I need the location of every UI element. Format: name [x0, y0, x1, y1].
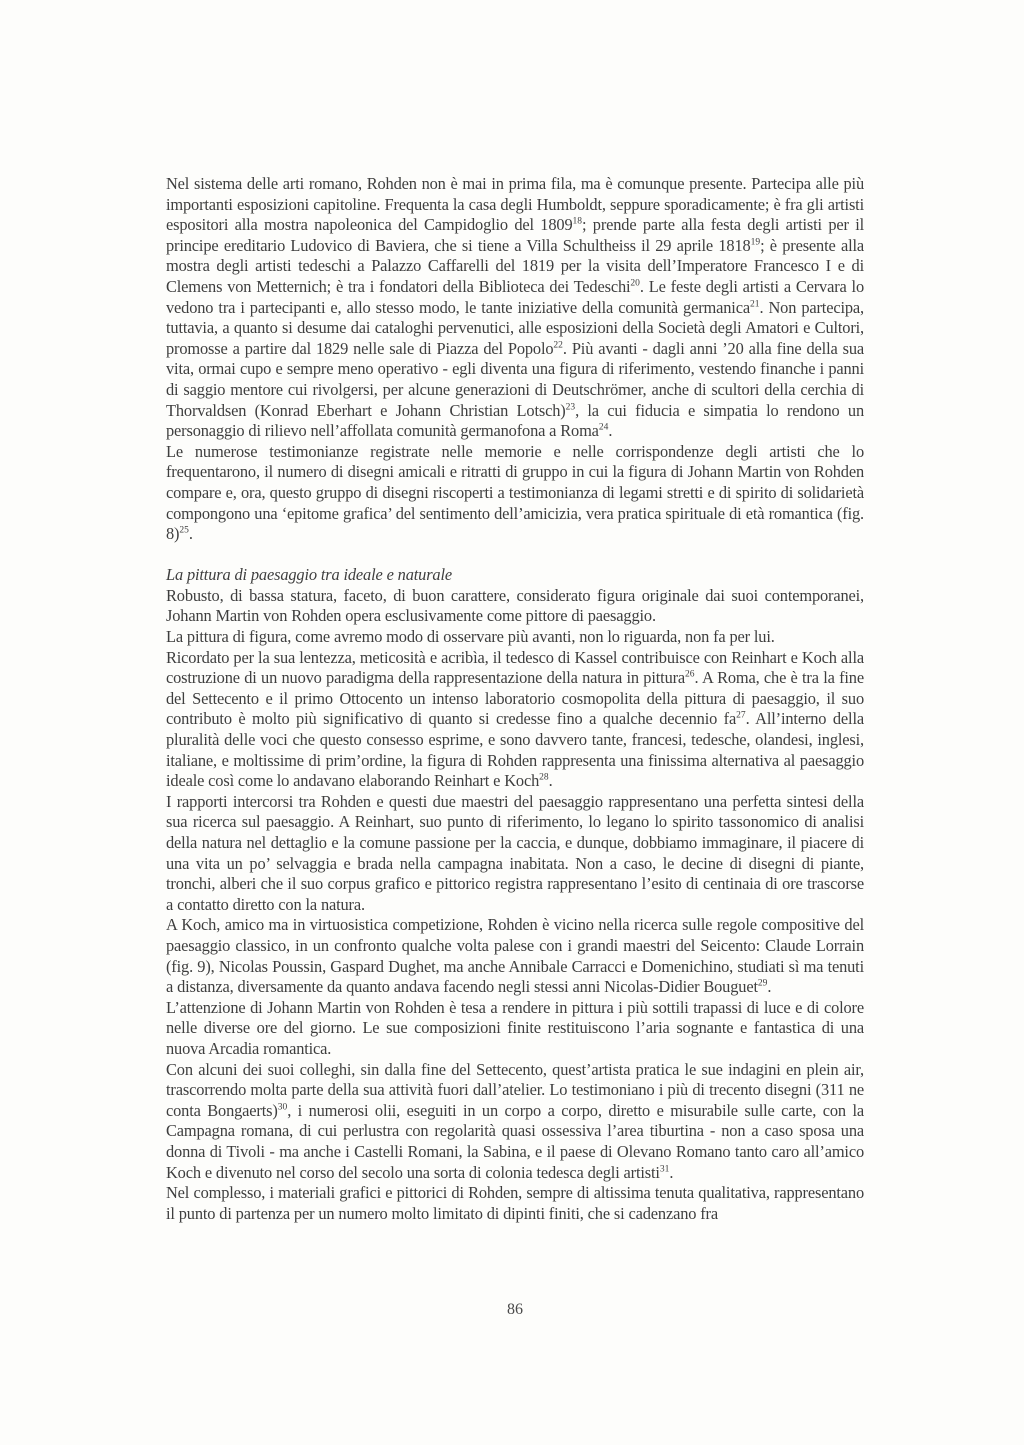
text-run: ; è presente alla mostra degli artisti tedeschi a Palazzo Caffarelli del 1819 per la visita dell’Imperatore Francesco I e di Clemens von Metternich; è tra i fondatori della Biblioteca dei Tedeschi: [166, 235, 865, 296]
text-run: . Più avanti - dagli anni ’20 alla fine della sua vita, ormai cupo e sempre meno operativo - egli diventa una figura di riferimento, vestendo finanche i panni di saggio mentore cui rivolgersi, per alcune generazioni di Deutschrömer, anche di scultori della cerchia di Thorvaldsen (Konrad Eberhart e Johann Christian Lotsch): [166, 338, 864, 420]
paragraph: [166, 627, 864, 648]
footnote-ref: 28: [539, 772, 549, 783]
footnote-ref: 27: [736, 710, 746, 721]
footnote-ref: 21: [749, 299, 760, 310]
footnote-ref: 22: [553, 340, 563, 351]
text-run: . All’interno della pluralità delle voci che questo consesso esprime, e sono davvero tante, francesi, tedesche, olandesi, inglesi, italiane, e moltissime di prim’ordine, la figura di Rohden rappresenta una finissima alternativa al paesaggio ideale così come lo andavano elaborando Reinhart e Koch: [166, 709, 864, 791]
text-run: Le numerose testimonianze registrate nelle memorie e nelle corrispondenze degli artisti che lo frequentarono, il numero di disegni amicali e ritratti di gruppo in cui la figura di Johann Martin von Rohden compare e, ora, questo gruppo di disegni riscoperti a testimonianza di legami stretti e di spirito di solidarietà compongono una ‘epitome grafica’ del sentimento dell’amicizia, vera pratica spirituale di età romantica (fig. 8): [166, 441, 864, 544]
text-run: Ricordato per la sua lentezza, meticosità e acribìa, il tedesco di Kassel contribuisce con Reinhart e Koch alla costruzione di un nuovo paradigma della rappresentazione della natura in pittura: [166, 647, 864, 688]
text-run: .: [767, 977, 772, 997]
paragraph: [166, 648, 864, 792]
footnote-ref: 24: [598, 422, 609, 433]
page-text-block: [166, 174, 864, 1224]
text-run: La pittura di figura, come avremo modo di osservare più avanti, non lo riguarda, non fa per lui.: [166, 627, 775, 647]
text-run: .: [669, 1162, 674, 1182]
paragraph: [166, 586, 864, 627]
footnote-ref: 20: [630, 278, 640, 289]
footnote-ref: 18: [572, 216, 582, 227]
paragraph: [166, 998, 864, 1060]
text-run: Nel complesso, i materiali grafici e pittorici di Rohden, sempre di altissima tenuta qualitativa, rappresentano il punto di partenza per un numero molto limitato di dipinti finiti, che si cadenzano fra: [166, 1183, 864, 1223]
text-run: . Le feste degli artisti a Cervara lo vedono tra i partecipanti e, allo stesso modo, le tante iniziative della comunità germanica: [166, 276, 865, 317]
footnote-ref: 26: [685, 669, 695, 680]
text-run: . A Roma, che è tra la fine del Settecento e il primo Ottocento un intenso laboratorio cosmopolita della pittura di paesaggio, il suo contributo è molto più significativo di quanto si credesse fino a qualche decennio fa: [166, 668, 864, 729]
text-run: ; prende parte alla festa degli artisti per il principe ereditario Ludovico di Baviera, che si tiene a Villa Schultheiss il 29 aprile 1818: [166, 215, 864, 255]
text-run: .: [608, 421, 613, 441]
paragraph: [166, 792, 864, 916]
text-run: Con alcuni dei suoi colleghi, sin dalla fine del Settecento, quest’artista pratica le sue indagini en plein air, trascorrendo molta parte della sua attività fuori dall’atelier. Lo testimoniano i più di trecento disegni (311 ne conta Bongaerts): [166, 1059, 864, 1120]
page-number: 86: [507, 1301, 523, 1318]
section-heading: [166, 565, 864, 586]
footnote-ref: 30: [277, 1102, 288, 1113]
text-run: .: [188, 524, 193, 544]
footnote-ref: 19: [750, 237, 761, 248]
text-run: Nel sistema delle arti romano, Rohden non è mai in prima fila, ma è comunque presente. Partecipa alle più importanti esposizioni capitoline. Frequenta la casa degli Humboldt, seppure sporadicamente; è fra gli artisti espositori alla mostra napoleonica del Campidoglio del 1809: [166, 174, 864, 235]
text-run: . Non partecipa, tuttavia, a quanto si desume dai cataloghi pervenutici, alle esposizioni della Società degli Amatori e Cultori, promosse a partire dal 1829 nelle sale di Piazza del Popolo: [166, 297, 864, 358]
paragraph: [166, 915, 864, 997]
footnote-ref: 23: [565, 402, 576, 413]
text-run: , la cui fiducia e simpatia lo rendono un personaggio di rilievo nell’affollata comunità germanofona a Roma: [166, 400, 864, 441]
paragraph: [166, 174, 864, 442]
paragraph: [166, 1183, 864, 1224]
text-run: La pittura di paesaggio tra ideale e naturale: [166, 565, 452, 585]
paragraph: [166, 442, 864, 545]
footnote-ref: 29: [757, 978, 768, 989]
footnote-ref: 25: [179, 525, 189, 536]
paragraph: [166, 1060, 864, 1184]
text-run: , i numerosi olii, eseguiti in un corpo a corpo, diretto e misurabile sulle carte, con la Campagna romana, di cui perlustra con regolarità quasi ossessiva l’area tiburtina - non a caso sposa una donna di Tivoli - ma anche i Castelli Romani, la Sabina, e il paese di Olevano Romano tanto caro all’amico Koch e divenuto nel corso del secolo una sorta di colonia tedesca degli artisti: [166, 1100, 864, 1182]
text-run: A Koch, amico ma in virtuosistica competizione, Rohden è vicino nella ricerca sulle regole compositive del paesaggio classico, in un confronto qualche volta palese con i grandi maestri del Seicento: Claude Lorrain (fig. 9), Nicolas Poussin, Gaspard Dughet, ma anche Annibale Carracci e Domenichino, studiati sì ma tenuti a distanza, diversamente da quanto andava facendo negli stessi anni Nicolas-Didier Bouguet: [166, 915, 864, 997]
text-run: Robusto, di bassa statura, faceto, di buon carattere, considerato figura originale dai suoi contemporanei, Johann Martin von Rohden opera esclusivamente come pittore di paesaggio.: [166, 585, 864, 626]
text-run: L’attenzione di Johann Martin von Rohden è tesa a rendere in pittura i più sottili trapassi di luce e di colore nelle diverse ore del giorno. Le sue composizioni finite restituiscono l’aria sognante e fantastica di una nuova Arcadia romantica.: [166, 997, 864, 1058]
footnote-ref: 31: [659, 1164, 670, 1175]
text-run: .: [548, 771, 553, 791]
text-run: I rapporti intercorsi tra Rohden e questi due maestri del paesaggio rappresentano una perfetta sintesi della sua ricerca sul paesaggio. A Reinhart, suo punto di riferimento, lo legano lo spirito tassonomico di analisi della natura nel dettaglio e la comune passione per la caccia, e dunque, dobbiamo immaginare, il piacere di una vita un po’ selvaggia e brada nella campagna inabitata. Non a caso, le decine di disegni di piante, tronchi, alberi che il suo corpus grafico e pittorico registra rappresentano l’esito di centinaia di ore trascorse a contatto diretto con la natura.: [166, 791, 864, 914]
